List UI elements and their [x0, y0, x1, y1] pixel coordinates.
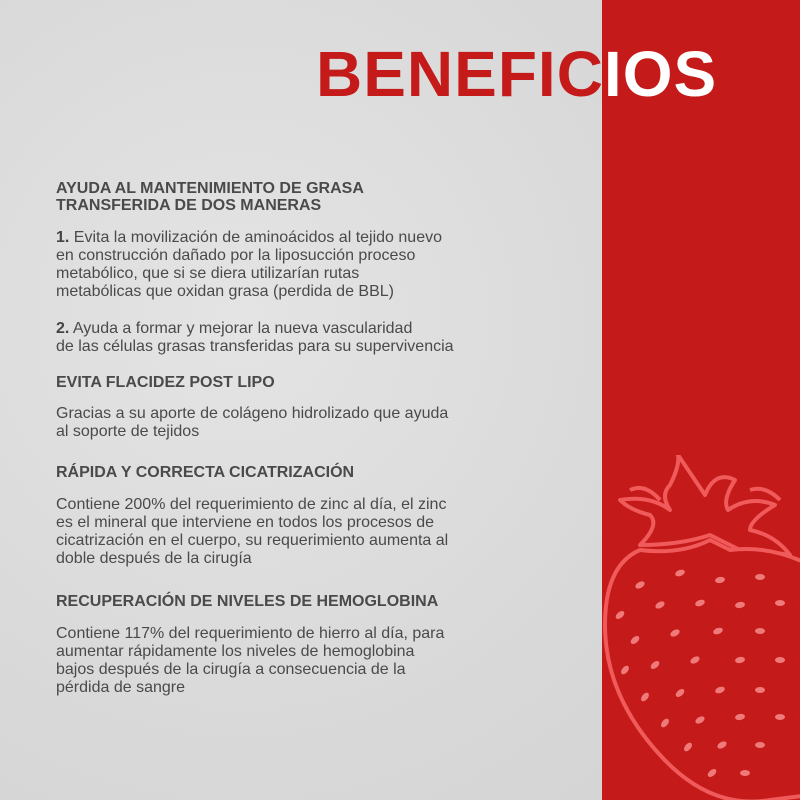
- paragraph-line: al soporte de tejidos: [56, 423, 200, 440]
- strawberry-icon: [600, 455, 800, 800]
- paragraph-line: 2. Ayuda a formar y mejorar la nueva vascularidad: [56, 320, 413, 337]
- section-heading: EVITA FLACIDEZ POST LIPO: [56, 374, 275, 391]
- paragraph-line: Contiene 117% del requerimiento de hierro al día, para: [56, 625, 445, 642]
- page-title: BENEFICIOS: [316, 38, 718, 110]
- paragraph-line: aumentar rápidamente los niveles de hemoglobina: [56, 643, 415, 660]
- item-number: 2.: [56, 320, 70, 337]
- paragraph-line: pérdida de sangre: [56, 679, 185, 696]
- section-heading: RECUPERACIÓN DE NIVELES DE HEMOGLOBINA: [56, 593, 439, 610]
- item-number: 1.: [56, 229, 70, 246]
- paragraph-line: Contiene 200% del requerimiento de zinc al día, el zinc: [56, 496, 447, 513]
- paragraph-line: 1. Evita la movilización de aminoácidos al tejido nuevo: [56, 229, 442, 246]
- paragraph-line: doble después de la cirugía: [56, 550, 252, 567]
- paragraph-line: Gracias a su aporte de colágeno hidrolizado que ayuda: [56, 405, 449, 422]
- paragraph-line: de las células grasas transferidas para su supervivencia: [56, 338, 454, 355]
- paragraph-line: metabólico, que si se diera utilizarían rutas: [56, 265, 360, 282]
- paragraph-line: metabólicas que oxidan grasa (perdida de BBL): [56, 283, 394, 300]
- paragraph-line: en construcción dañado por la liposucción proceso: [56, 247, 416, 264]
- section-heading: AYUDA AL MANTENIMIENTO DE GRASA: [56, 180, 364, 197]
- section-heading: TRANSFERIDA DE DOS MANERAS: [56, 197, 322, 214]
- section-heading: RÁPIDA Y CORRECTA CICATRIZACIÓN: [56, 464, 355, 481]
- paragraph-line: cicatrización en el cuerpo, su requerimiento aumenta al: [56, 532, 449, 549]
- paragraph-line: bajos después de la cirugía a consecuencia de la: [56, 661, 406, 678]
- paragraph-line: es el mineral que interviene en todos los procesos de: [56, 514, 434, 531]
